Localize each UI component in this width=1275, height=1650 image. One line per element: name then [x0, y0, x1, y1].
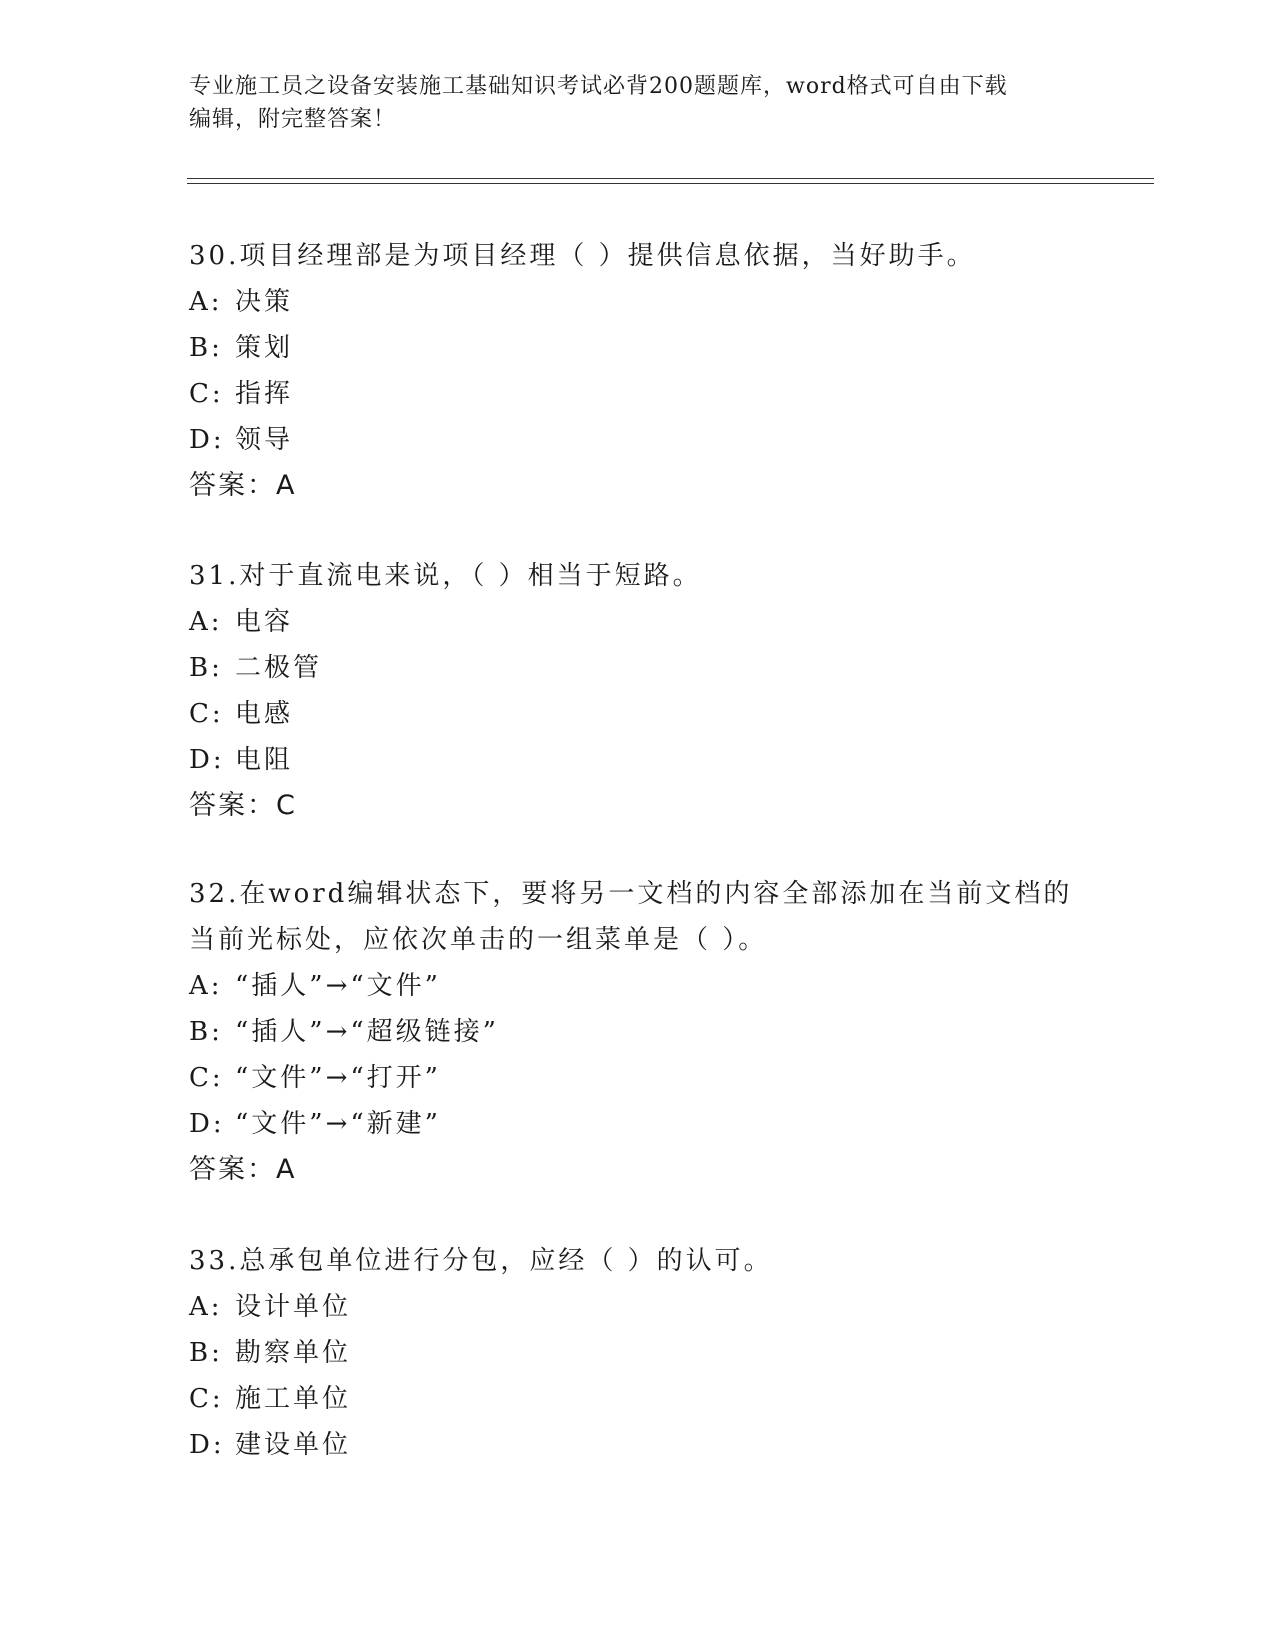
option-d — [189, 737, 1089, 783]
option-label: D: — [189, 425, 225, 455]
question-31 — [189, 553, 1089, 829]
option-text: “插人”→“超级链接” — [235, 1017, 499, 1047]
option-label: A: — [189, 607, 223, 637]
question-stem-line-1: 32.在word编辑状态下，要将另一文档的内容全部添加在当前文档的 — [189, 879, 1073, 909]
question-33 — [189, 1238, 1089, 1468]
option-c — [189, 1055, 1089, 1101]
option-label: D: — [189, 1109, 225, 1139]
answer-line: 答案：A — [189, 470, 297, 501]
header-divider-bottom — [187, 183, 1154, 184]
header-divider-top — [187, 178, 1154, 179]
option-b — [189, 1330, 1089, 1376]
option-a — [189, 279, 1089, 325]
option-label: B: — [189, 333, 223, 363]
option-d — [189, 1422, 1089, 1468]
question-stem: 31.对于直流电来说，（ ）相当于短路。 — [189, 561, 702, 591]
option-label: A: — [189, 1292, 223, 1322]
option-a — [189, 599, 1089, 645]
option-text: 二极管 — [235, 653, 323, 683]
option-label: A: — [189, 287, 223, 317]
option-b — [189, 325, 1089, 371]
option-text: 电阻 — [235, 745, 294, 775]
header-line-2: 编辑，附完整答案！ — [189, 107, 397, 132]
question-32 — [189, 871, 1089, 1193]
option-text: “插人”→“文件” — [235, 971, 441, 1001]
option-text: 策划 — [235, 333, 294, 363]
option-text: “文件”→“打开” — [235, 1063, 441, 1093]
option-b — [189, 645, 1089, 691]
option-text: “文件”→“新建” — [235, 1109, 441, 1139]
option-label: C: — [189, 1384, 224, 1414]
option-a — [189, 1284, 1089, 1330]
option-a — [189, 963, 1089, 1009]
option-text: 指挥 — [235, 379, 294, 409]
option-c — [189, 1376, 1089, 1422]
option-label: C: — [189, 1063, 224, 1093]
option-c — [189, 371, 1089, 417]
option-label: B: — [189, 653, 223, 683]
option-text: 建设单位 — [235, 1430, 352, 1460]
option-text: 施工单位 — [235, 1384, 352, 1414]
option-label: D: — [189, 1430, 225, 1460]
option-text: 勘察单位 — [235, 1338, 352, 1368]
option-text: 电感 — [235, 699, 294, 729]
option-text: 领导 — [235, 425, 294, 455]
header-line-1: 专业施工员之设备安装施工基础知识考试必背200题题库，word格式可自由下载 — [189, 74, 1008, 99]
option-d — [189, 1101, 1089, 1147]
option-label: C: — [189, 699, 224, 729]
question-stem: 30.项目经理部是为项目经理（ ）提供信息依据，当好助手。 — [189, 241, 976, 271]
option-label: B: — [189, 1338, 223, 1368]
document-header — [189, 70, 1089, 136]
question-30 — [189, 233, 1089, 509]
question-stem-line-2: 当前光标处，应依次单击的一组菜单是（ ）。 — [189, 925, 768, 955]
option-label: C: — [189, 379, 224, 409]
option-text: 设计单位 — [235, 1292, 352, 1322]
answer-line: 答案：A — [189, 1154, 297, 1185]
option-c — [189, 691, 1089, 737]
answer-line: 答案：C — [189, 790, 297, 821]
option-label: B: — [189, 1017, 223, 1047]
option-text: 决策 — [235, 287, 294, 317]
option-text: 电容 — [235, 607, 294, 637]
option-b — [189, 1009, 1089, 1055]
option-label: A: — [189, 971, 223, 1001]
option-d — [189, 417, 1089, 463]
question-stem: 33.总承包单位进行分包，应经（ ）的认可。 — [189, 1246, 773, 1276]
option-label: D: — [189, 745, 225, 775]
